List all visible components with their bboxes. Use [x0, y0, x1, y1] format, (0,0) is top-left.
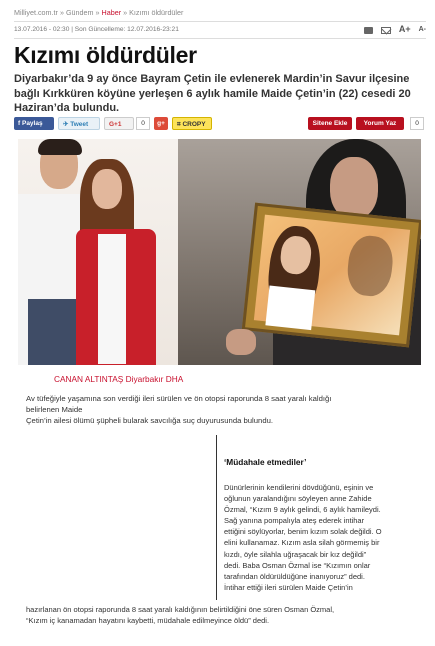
article-photo: [18, 139, 421, 365]
mail-icon[interactable]: [381, 27, 391, 34]
column-divider: [216, 435, 217, 600]
breadcrumb-site[interactable]: Milliyet.com.tr: [14, 8, 58, 17]
mother-photo: [178, 139, 421, 365]
article-closing: hazırlanan ön otopsi raporunda 8 saat yaralı kaldığının belirtildiğini öne süren Osman Özmal, “Kızım iç kanamadan hayatını kaybetti, müdahale edilmeyince öldü” dedi.: [26, 605, 335, 626]
print-icon[interactable]: [364, 27, 373, 34]
breadcrumb-subsection[interactable]: Haber: [101, 8, 122, 17]
portrait-frame: [242, 203, 421, 348]
article-tools: [364, 24, 426, 34]
gplus-share-button[interactable]: g+: [154, 117, 168, 130]
facebook-share-button[interactable]: f Paylaş: [14, 117, 54, 130]
tweet-button[interactable]: ✈ Tweet: [58, 117, 100, 130]
crop-icon: ⌗: [177, 121, 183, 128]
gplus-one-button[interactable]: G+1: [104, 117, 134, 130]
updated-date: Son Güncelleme: 12.07.2016-23:21: [74, 26, 179, 33]
font-increase-button[interactable]: A+: [398, 24, 411, 34]
twitter-icon: ✈: [63, 121, 71, 128]
gplus-count: 0: [136, 117, 150, 130]
meta-bar: [14, 21, 426, 39]
article-column: Dünürlerinin kendilerini dövdüğünü, eşinin ve oğlunun yaralandığını söyleyen anne Zahide Özmal, “Kızım 9 aylık gelindi, 6 aylık hamileydi. Sağ yanına pompalıyla ateş ederek intihar ettiğini söylüyorlar, benim kızım solak değildi. O elini kullanamaz. Kızım asla silah görmemiş bir kızdı, öyle silahla uğraşacak bir kız değildi” dedi. Baba Osman Özmal ise “Kızımın onlar tarafından öldürüldüğüne inanıyoruz” dedi. İntihar ettiği ileri sürülen Maide Çetin’in: [224, 483, 382, 592]
article-paragraph: Av tüfeğiyle yaşamına son verdiği ileri sürülen ve ön otopsi raporunda 8 saat yaralı kaldığı belirlenen Maide Çetin’in ailesi ölümü şüpheli bularak savcılığa suç duyurusunda bulundu.: [26, 394, 332, 425]
dates: 13.07.2016 - 02:30 | Son Güncelleme: 12.07.2016-23:21: [14, 26, 179, 33]
share-bar: [14, 117, 424, 133]
breadcrumb-section[interactable]: Gündem: [65, 8, 94, 17]
facebook-icon: f: [18, 120, 22, 127]
comment-count: 0: [410, 117, 424, 130]
font-decrease-button[interactable]: A-: [418, 25, 426, 33]
cropy-button[interactable]: ⌗ CROPY: [172, 117, 212, 130]
write-comment-button[interactable]: Yorum Yaz: [356, 117, 404, 130]
breadcrumb: Milliyet.com.tr » Gündem » Haber » Kızımı öldürdüler: [14, 8, 184, 17]
breadcrumb-current: Kızımı öldürdüler: [129, 8, 184, 17]
section-subhead: ‘Müdahale etmediler’: [224, 457, 307, 467]
article-title: Kızımı öldürdüler: [14, 42, 197, 68]
site-add-button[interactable]: Sitene Ekle: [308, 117, 352, 130]
published-date: 13.07.2016 - 02:30: [14, 26, 70, 33]
couple-photo: [18, 139, 178, 365]
article-lead: Diyarbakır’da 9 ay önce Bayram Çetin ile evlenerek Mardin’in Savur ilçesine bağlı Kırkküren köyüne yerleşen 6 aylık hamile Maide Çetin’in (22) cesedi 20 Haziran’da bulundu.: [14, 73, 411, 114]
photo-credit: CANAN ALTINTAŞ Diyarbakır DHA: [54, 374, 184, 384]
